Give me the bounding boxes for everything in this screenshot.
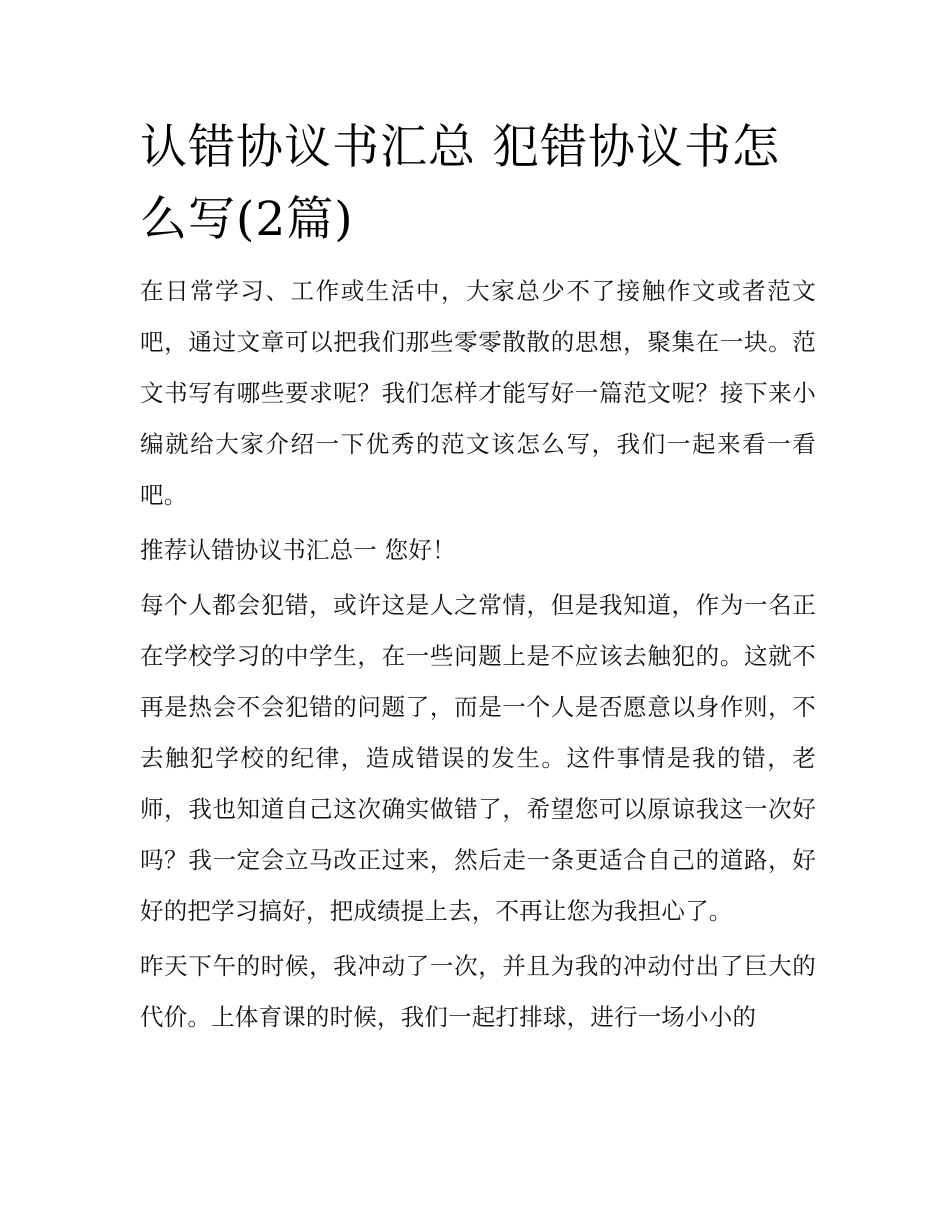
section-heading: 推荐认错协议书汇总一 您好！ (140, 536, 456, 564)
document-body (140, 112, 816, 1047)
document-title: 认错协议书汇总 犯错协议书怎么写(2篇) (140, 120, 780, 247)
intro-paragraph: 在日常学习、工作或生活中，大家总少不了接触作文或者范文吧，通过文章可以把我们那些零零散散的思想，聚集在一块。范文书写有哪些要求呢？我们怎样才能写好一篇范文呢？接下来小编就给大家介绍一下优秀的范文该怎么写，我们一起来看一看吧。 (140, 277, 816, 509)
body-paragraph: 每个人都会犯错，或许这是人之常情，但是我知道，作为一名正在学校学习的中学生，在一些问题上是不应该去触犯的。这就不再是热会不会犯错的问题了，而是一个人是否愿意以身作则，不去触犯学校的纪律，造成错误的发生。这件事情是我的错，老师，我也知道自己这次确实做错了，希望您可以原谅我这一次好吗？我一定会立马改正过来，然后走一条更适合自己的道路，好好的把学习搞好，把成绩提上去，不再让您为我担心了。 (140, 591, 816, 925)
body-paragraph: 昨天下午的时候，我冲动了一次，并且为我的冲动付出了巨大的代价。上体育课的时候，我们一起打排球，进行一场小小的 (140, 952, 816, 1031)
